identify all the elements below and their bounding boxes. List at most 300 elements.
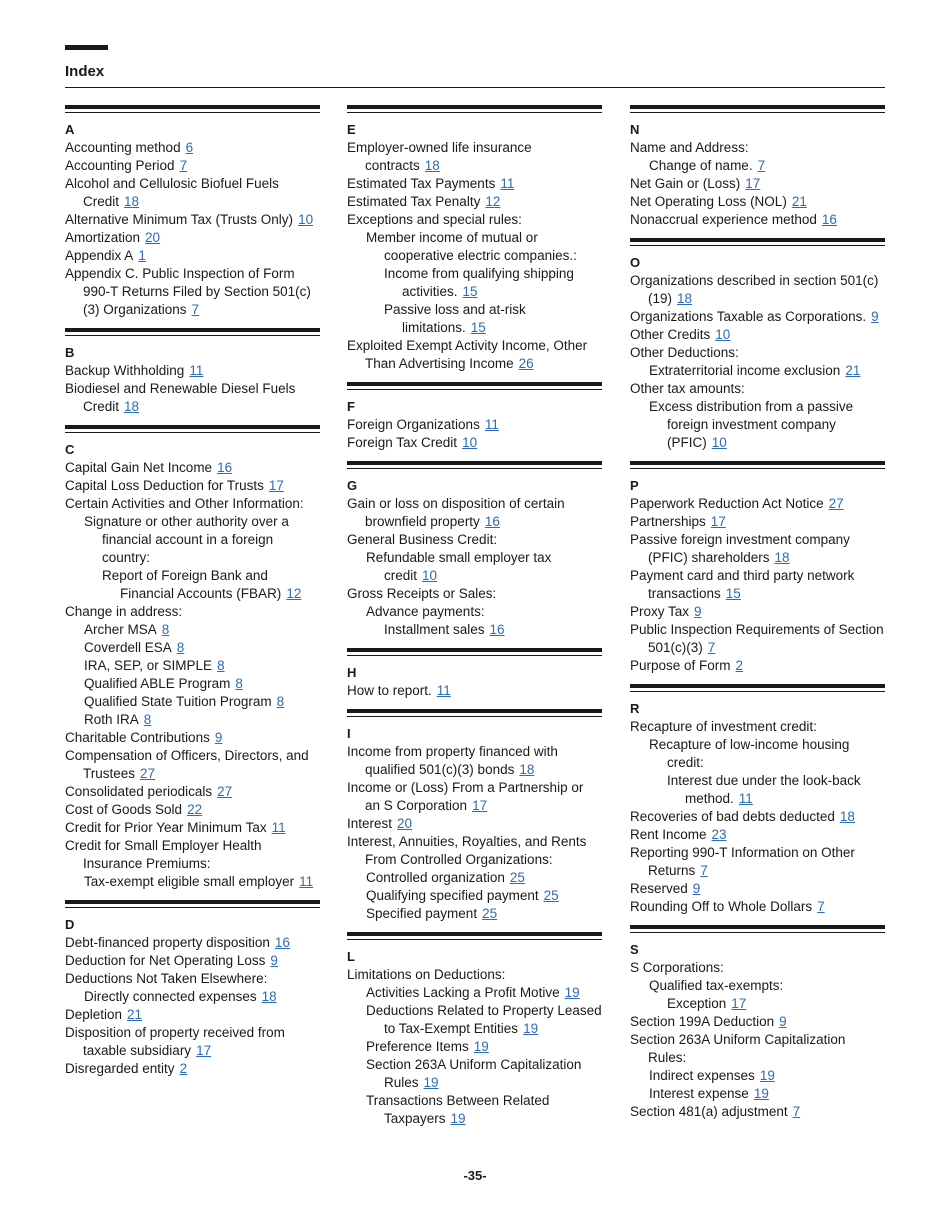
- index-entry: [347, 139, 602, 175]
- index-section-n: [630, 105, 885, 229]
- page-link[interactable]: 11: [436, 683, 451, 698]
- index-entry: [65, 175, 320, 211]
- page-link[interactable]: 19: [759, 1068, 775, 1083]
- section-letter: A: [65, 122, 75, 137]
- entry-text: Paperwork Reduction Act Notice: [630, 496, 824, 511]
- index-entry: [649, 157, 885, 175]
- index-entry: [347, 682, 602, 700]
- entry-text: Qualified ABLE Program: [84, 676, 231, 691]
- entry-text: Reserved: [630, 881, 688, 896]
- index-entry: [65, 747, 320, 783]
- index-entry: [65, 211, 320, 229]
- page-link[interactable]: 2: [735, 658, 744, 673]
- page-link[interactable]: 1: [138, 248, 146, 263]
- index-entry: [65, 247, 320, 265]
- index-section-i: [347, 709, 602, 923]
- entry-text: Signature or other authority over a financial account in a foreign country:: [84, 514, 289, 565]
- entry-text: Accounting Period: [65, 158, 175, 173]
- entry-text: Foreign Organizations: [347, 417, 480, 432]
- entry-text: Depletion: [65, 1007, 123, 1022]
- page-link[interactable]: 19: [473, 1039, 489, 1054]
- page-link[interactable]: 26: [518, 356, 534, 371]
- entry-text: Payment card and third party network transactions: [630, 568, 855, 601]
- page-link[interactable]: 8: [235, 676, 243, 691]
- index-section-b: [65, 328, 320, 416]
- index-entry: [384, 265, 602, 301]
- entry-text: Preference Items: [366, 1039, 469, 1054]
- page-link[interactable]: 9: [214, 730, 223, 745]
- index-entry: [102, 567, 320, 603]
- page-link[interactable]: 17: [731, 996, 747, 1011]
- index-entry: [667, 772, 885, 808]
- index-entry: [65, 362, 320, 380]
- entry-text: Foreign Tax Credit: [347, 435, 458, 450]
- index-section-l: [347, 932, 602, 1128]
- index-section-a: [65, 105, 320, 319]
- entry-text: Transactions Between Related Taxpayers: [366, 1093, 550, 1126]
- page-link[interactable]: 9: [871, 309, 879, 324]
- entry-text: Excess distribution from a passive foreign investment company (PFIC): [649, 399, 854, 450]
- entry-text: Interest: [347, 816, 393, 831]
- index-entry: [65, 801, 320, 819]
- page-link[interactable]: 17: [472, 798, 488, 813]
- page-link[interactable]: 17: [196, 1043, 212, 1058]
- page-link[interactable]: 7: [700, 863, 708, 878]
- index-entry: [630, 808, 885, 826]
- entry-text: Credit for Small Employer Health Insurance Premiums:: [65, 838, 262, 871]
- index-entry: [630, 193, 885, 211]
- index-entry: [65, 1006, 320, 1024]
- index-section-f: [347, 382, 602, 452]
- page-link[interactable]: 8: [276, 694, 285, 709]
- index-entry: [65, 729, 320, 747]
- index-entry: [65, 459, 320, 477]
- page-link[interactable]: 20: [145, 230, 161, 245]
- entry-text: Passive foreign investment company (PFIC) shareholders: [630, 532, 850, 565]
- page-link[interactable]: 11: [299, 874, 314, 889]
- entry-text: Exploited Exempt Activity Income, Other Than Advertising Income: [347, 338, 588, 371]
- index-entry: [347, 779, 602, 815]
- index-section-p: [630, 461, 885, 675]
- entry-text: Biodiesel and Renewable Diesel Fuels Credit: [65, 381, 296, 414]
- index-entry: [384, 301, 602, 337]
- index-entry: [347, 833, 602, 869]
- entry-text: Section 481(a) adjustment: [630, 1104, 788, 1119]
- page-link[interactable]: 20: [397, 816, 413, 831]
- page-link[interactable]: 21: [791, 194, 807, 209]
- page-link[interactable]: 10: [715, 327, 731, 342]
- page-link[interactable]: 18: [261, 989, 277, 1004]
- index-entry: [84, 675, 320, 693]
- page-link[interactable]: 16: [274, 935, 290, 950]
- entry-text: Rounding Off to Whole Dollars: [630, 899, 813, 914]
- section-letter: G: [347, 478, 358, 493]
- entry-text: Credit for Prior Year Minimum Tax: [65, 820, 267, 835]
- section-letter: L: [347, 949, 355, 964]
- entry-text: Archer MSA: [84, 622, 157, 637]
- page-link[interactable]: 18: [424, 158, 440, 173]
- index-entry: [347, 416, 602, 434]
- index-entry: [649, 977, 885, 995]
- entry-text: Exception: [667, 996, 727, 1011]
- index-section-g: [347, 461, 602, 639]
- page-link[interactable]: 25: [509, 870, 525, 885]
- page-link[interactable]: 11: [738, 791, 753, 806]
- index-entry: [347, 193, 602, 211]
- index-entry: [630, 272, 885, 308]
- entry-text: Alternative Minimum Tax (Trusts Only): [65, 212, 294, 227]
- page-link[interactable]: 15: [462, 284, 478, 299]
- index-section-s: [630, 925, 885, 1121]
- page-link[interactable]: 8: [161, 622, 170, 637]
- index-entry: [630, 898, 885, 916]
- page-link[interactable]: 23: [711, 827, 727, 842]
- entry-text: Capital Gain Net Income: [65, 460, 213, 475]
- page-link[interactable]: 8: [217, 658, 225, 673]
- index-section-h: [347, 648, 602, 700]
- index-entry: [630, 531, 885, 567]
- index-entry: [84, 988, 320, 1006]
- index-section-d: [65, 900, 320, 1078]
- page-link[interactable]: 10: [422, 568, 438, 583]
- entry-text: Charitable Contributions: [65, 730, 210, 745]
- index-entry: [65, 934, 320, 952]
- index-entry: [384, 621, 602, 639]
- index-entry: [347, 434, 602, 452]
- index-entry: [630, 139, 885, 157]
- page-link[interactable]: 18: [124, 399, 140, 414]
- page-link[interactable]: 9: [270, 953, 278, 968]
- page-link[interactable]: 18: [519, 762, 535, 777]
- page-link[interactable]: 10: [711, 435, 727, 450]
- page-link[interactable]: 10: [462, 435, 478, 450]
- entry-text: Section 199A Deduction: [630, 1014, 775, 1029]
- index-entry: [347, 815, 602, 833]
- page-link[interactable]: 27: [828, 496, 844, 511]
- title-divider: [65, 87, 885, 88]
- page-link[interactable]: 18: [839, 809, 855, 824]
- entry-text: Cost of Goods Sold: [65, 802, 183, 817]
- page-link[interactable]: 19: [450, 1111, 466, 1126]
- top-rule: [65, 45, 108, 50]
- index-entry: [84, 711, 320, 729]
- entry-text: Recoveries of bad debts deducted: [630, 809, 835, 824]
- entry-text: Compensation of Officers, Directors, and Trustees: [65, 748, 309, 781]
- page-link[interactable]: 2: [179, 1061, 188, 1076]
- page-link[interactable]: 17: [268, 478, 284, 493]
- page-link[interactable]: 22: [187, 802, 203, 817]
- index-entry: [649, 736, 885, 772]
- page-link[interactable]: 7: [792, 1104, 801, 1119]
- page-link[interactable]: 17: [710, 514, 726, 529]
- entry-text: Roth IRA: [84, 712, 139, 727]
- section-letter: P: [630, 478, 639, 493]
- page-link[interactable]: 21: [127, 1007, 143, 1022]
- entry-text: Deductions Related to Property Leased to Tax-Exempt Entities: [366, 1003, 602, 1036]
- page-link[interactable]: 15: [470, 320, 486, 335]
- entry-text: Amortization: [65, 230, 141, 245]
- entry-text: Disregarded entity: [65, 1061, 175, 1076]
- index-entry: [84, 693, 320, 711]
- entry-text: Interest due under the look-back method.: [667, 773, 861, 806]
- entry-text: Gross Receipts or Sales:: [347, 586, 497, 601]
- entry-text: Partnerships: [630, 514, 706, 529]
- page-link[interactable]: 12: [485, 194, 501, 209]
- entry-text: Rent Income: [630, 827, 707, 842]
- index-entry: [630, 308, 885, 326]
- entry-text: Consolidated periodicals: [65, 784, 213, 799]
- index-entry: [65, 819, 320, 837]
- index-entry: [65, 603, 320, 621]
- entry-text: Qualified tax-exempts:: [649, 978, 784, 993]
- index-entry: [630, 211, 885, 229]
- page-link[interactable]: 18: [677, 291, 693, 306]
- page-link[interactable]: 9: [779, 1014, 787, 1029]
- page-link[interactable]: 19: [564, 985, 580, 1000]
- page-link[interactable]: 8: [143, 712, 152, 727]
- index-entry: [366, 869, 602, 887]
- index-entry: [65, 783, 320, 801]
- index-entry: [366, 1056, 602, 1092]
- entry-text: Reporting 990-T Information on Other Returns: [630, 845, 855, 878]
- index-entry: [65, 1060, 320, 1078]
- entry-text: Gain or loss on disposition of certain brownfield property: [347, 496, 565, 529]
- page-link[interactable]: 17: [745, 176, 761, 191]
- entry-text: Organizations Taxable as Corporations.: [630, 309, 867, 324]
- entry-text: Employer-owned life insurance contracts: [347, 140, 532, 173]
- index-entry: [630, 326, 885, 344]
- entry-text: Deduction for Net Operating Loss: [65, 953, 266, 968]
- index-entry: [347, 175, 602, 193]
- entry-text: Qualified State Tuition Program: [84, 694, 272, 709]
- index-section-e: [347, 105, 602, 373]
- entry-text: Limitations on Deductions:: [347, 967, 506, 982]
- entry-text: Appendix A: [65, 248, 134, 263]
- index-entry: [630, 1013, 885, 1031]
- index-entry: [630, 826, 885, 844]
- entry-text: Income or (Loss) From a Partnership or an S Corporation: [347, 780, 584, 813]
- entry-text: Net Gain or (Loss): [630, 176, 741, 191]
- page-link[interactable]: 10: [298, 212, 314, 227]
- page-link[interactable]: 16: [217, 460, 233, 475]
- index-entry: [65, 157, 320, 175]
- page-link[interactable]: 16: [489, 622, 505, 637]
- page-link[interactable]: 16: [821, 212, 837, 227]
- section-letter: B: [65, 345, 75, 360]
- page-link[interactable]: 11: [484, 417, 499, 432]
- index-entry: [630, 603, 885, 621]
- index-entry: [84, 873, 320, 891]
- index-entry: [366, 603, 602, 621]
- entry-text: Proxy Tax: [630, 604, 690, 619]
- index-entry: [347, 743, 602, 779]
- page-link[interactable]: 19: [753, 1086, 769, 1101]
- index-entry: [630, 718, 885, 736]
- entry-text: Section 263A Uniform Capitalization Rules:: [630, 1032, 846, 1065]
- index-entry: [347, 211, 602, 229]
- index-entry: [347, 966, 602, 984]
- page-link[interactable]: 25: [543, 888, 559, 903]
- section-letter: E: [347, 122, 356, 137]
- index-entry: [65, 229, 320, 247]
- section-letter: C: [65, 442, 75, 457]
- index-entry: [630, 880, 885, 898]
- entry-text: IRA, SEP, or SIMPLE: [84, 658, 213, 673]
- index-entry: [366, 1092, 602, 1128]
- entry-text: Qualifying specified payment: [366, 888, 539, 903]
- page-link[interactable]: 7: [707, 640, 716, 655]
- entry-text: Section 263A Uniform Capitalization Rules: [366, 1057, 582, 1090]
- index-entry: [84, 657, 320, 675]
- entry-text: Indirect expenses: [649, 1068, 755, 1083]
- entry-text: Capital Loss Deduction for Trusts: [65, 478, 264, 493]
- entry-text: Deductions Not Taken Elsewhere:: [65, 971, 268, 986]
- entry-text: Recapture of low-income housing credit:: [649, 737, 850, 770]
- index-entry: [649, 362, 885, 380]
- index-entry: [347, 531, 602, 549]
- page-link[interactable]: 16: [484, 514, 500, 529]
- index-entry: [630, 495, 885, 513]
- entry-text: Refundable small employer tax credit: [366, 550, 552, 583]
- entry-text: Coverdell ESA: [84, 640, 172, 655]
- section-letter: O: [630, 255, 641, 270]
- entry-text: Purpose of Form: [630, 658, 731, 673]
- index-entry: [630, 959, 885, 977]
- entry-text: Income from property financed with qualified 501(c)(3) bonds: [347, 744, 558, 777]
- entry-text: General Business Credit:: [347, 532, 498, 547]
- index-column-2: [347, 105, 602, 1137]
- page-link[interactable]: 27: [217, 784, 233, 799]
- entry-text: Income from qualifying shipping activities.: [384, 266, 574, 299]
- entry-text: Interest expense: [649, 1086, 749, 1101]
- entry-text: Recapture of investment credit:: [630, 719, 817, 734]
- page-link[interactable]: 11: [271, 820, 286, 835]
- index-column-3: [630, 105, 885, 1130]
- page-link[interactable]: 15: [725, 586, 741, 601]
- index-entry: [630, 567, 885, 603]
- section-letter: D: [65, 917, 75, 932]
- index-entry: [347, 585, 602, 603]
- entry-text: Nonaccrual experience method: [630, 212, 817, 227]
- entry-text: Exceptions and special rules:: [347, 212, 522, 227]
- entry-text: Appendix C. Public Inspection of Form 990-T Returns Filed by Section 501(c)(3) Organizations: [65, 266, 311, 317]
- entry-text: Specified payment: [366, 906, 478, 921]
- entry-text: Other tax amounts:: [630, 381, 745, 396]
- index-entry: [347, 495, 602, 531]
- index-entry: [65, 380, 320, 416]
- index-entry: [366, 887, 602, 905]
- index-entry: [649, 1085, 885, 1103]
- index-entry: [65, 495, 320, 513]
- page-link[interactable]: 18: [124, 194, 140, 209]
- index-section-c: [65, 425, 320, 891]
- page-link[interactable]: 9: [694, 604, 702, 619]
- entry-text: Other Deductions:: [630, 345, 739, 360]
- page-link[interactable]: 7: [179, 158, 188, 173]
- index-entry: [630, 1103, 885, 1121]
- entry-text: Estimated Tax Payments: [347, 176, 496, 191]
- page-link[interactable]: 7: [817, 899, 825, 914]
- index-entry: [65, 477, 320, 495]
- entry-text: Alcohol and Cellulosic Biofuel Fuels Credit: [65, 176, 279, 209]
- entry-text: Report of Foreign Bank and Financial Accounts (FBAR): [102, 568, 282, 601]
- page-link[interactable]: 21: [845, 363, 861, 378]
- index-entry: [630, 175, 885, 193]
- index-entry: [366, 229, 602, 265]
- index-entry: [65, 265, 320, 319]
- index-entry: [84, 513, 320, 567]
- index-entry: [366, 905, 602, 923]
- section-letter: R: [630, 701, 640, 716]
- section-letter: N: [630, 122, 640, 137]
- index-entry: [65, 139, 320, 157]
- index-column-1: [65, 105, 320, 1087]
- index-entry: [65, 837, 320, 873]
- index-entry: [84, 639, 320, 657]
- page-link[interactable]: 27: [140, 766, 156, 781]
- entry-text: Interest, Annuities, Royalties, and Rents From Controlled Organizations:: [347, 834, 587, 867]
- page-link[interactable]: 18: [774, 550, 790, 565]
- entry-text: Other Credits: [630, 327, 711, 342]
- index-entry: [65, 952, 320, 970]
- page-link[interactable]: 25: [482, 906, 498, 921]
- entry-text: Name and Address:: [630, 140, 749, 155]
- entry-text: Advance payments:: [366, 604, 485, 619]
- entry-text: Controlled organization: [366, 870, 505, 885]
- index-entry: [630, 513, 885, 531]
- section-letter: H: [347, 665, 357, 680]
- entry-text: How to report.: [347, 683, 432, 698]
- page-link[interactable]: 11: [189, 363, 204, 378]
- page-link[interactable]: 9: [692, 881, 701, 896]
- index-entry: [366, 984, 602, 1002]
- entry-text: Activities Lacking a Profit Motive: [366, 985, 560, 1000]
- index-entry: [667, 995, 885, 1013]
- page-link[interactable]: 7: [757, 158, 766, 173]
- section-letter: S: [630, 942, 639, 957]
- entry-text: Directly connected expenses: [84, 989, 257, 1004]
- page-link[interactable]: 19: [523, 1021, 539, 1036]
- page-link[interactable]: 8: [176, 640, 185, 655]
- index-entry: [65, 970, 320, 988]
- page-link[interactable]: 19: [423, 1075, 439, 1090]
- page-link[interactable]: 6: [185, 140, 194, 155]
- index-entry: [347, 337, 602, 373]
- entry-text: Certain Activities and Other Information:: [65, 496, 304, 511]
- entry-text: Extraterritorial income exclusion: [649, 363, 841, 378]
- entry-text: Tax-exempt eligible small employer: [84, 874, 295, 889]
- entry-text: Change in address:: [65, 604, 183, 619]
- page-number: -35-: [463, 1168, 487, 1183]
- page-link[interactable]: 7: [191, 302, 200, 317]
- entry-text: Estimated Tax Penalty: [347, 194, 481, 209]
- entry-text: Accounting method: [65, 140, 181, 155]
- page-title: Index: [65, 63, 105, 80]
- entry-text: Debt-financed property disposition: [65, 935, 270, 950]
- index-entry: [649, 1067, 885, 1085]
- page-link[interactable]: 11: [500, 176, 515, 191]
- section-letter: F: [347, 399, 355, 414]
- index-entry: [84, 621, 320, 639]
- index-entry: [366, 1002, 602, 1038]
- entry-text: Disposition of property received from taxable subsidiary: [65, 1025, 285, 1058]
- entry-text: Change of name.: [649, 158, 753, 173]
- entry-text: Organizations described in section 501(c)(19): [630, 273, 879, 306]
- entry-text: Net Operating Loss (NOL): [630, 194, 787, 209]
- page-link[interactable]: 12: [286, 586, 302, 601]
- entry-text: Public Inspection Requirements of Section 501(c)(3): [630, 622, 884, 655]
- entry-text: Backup Withholding: [65, 363, 185, 378]
